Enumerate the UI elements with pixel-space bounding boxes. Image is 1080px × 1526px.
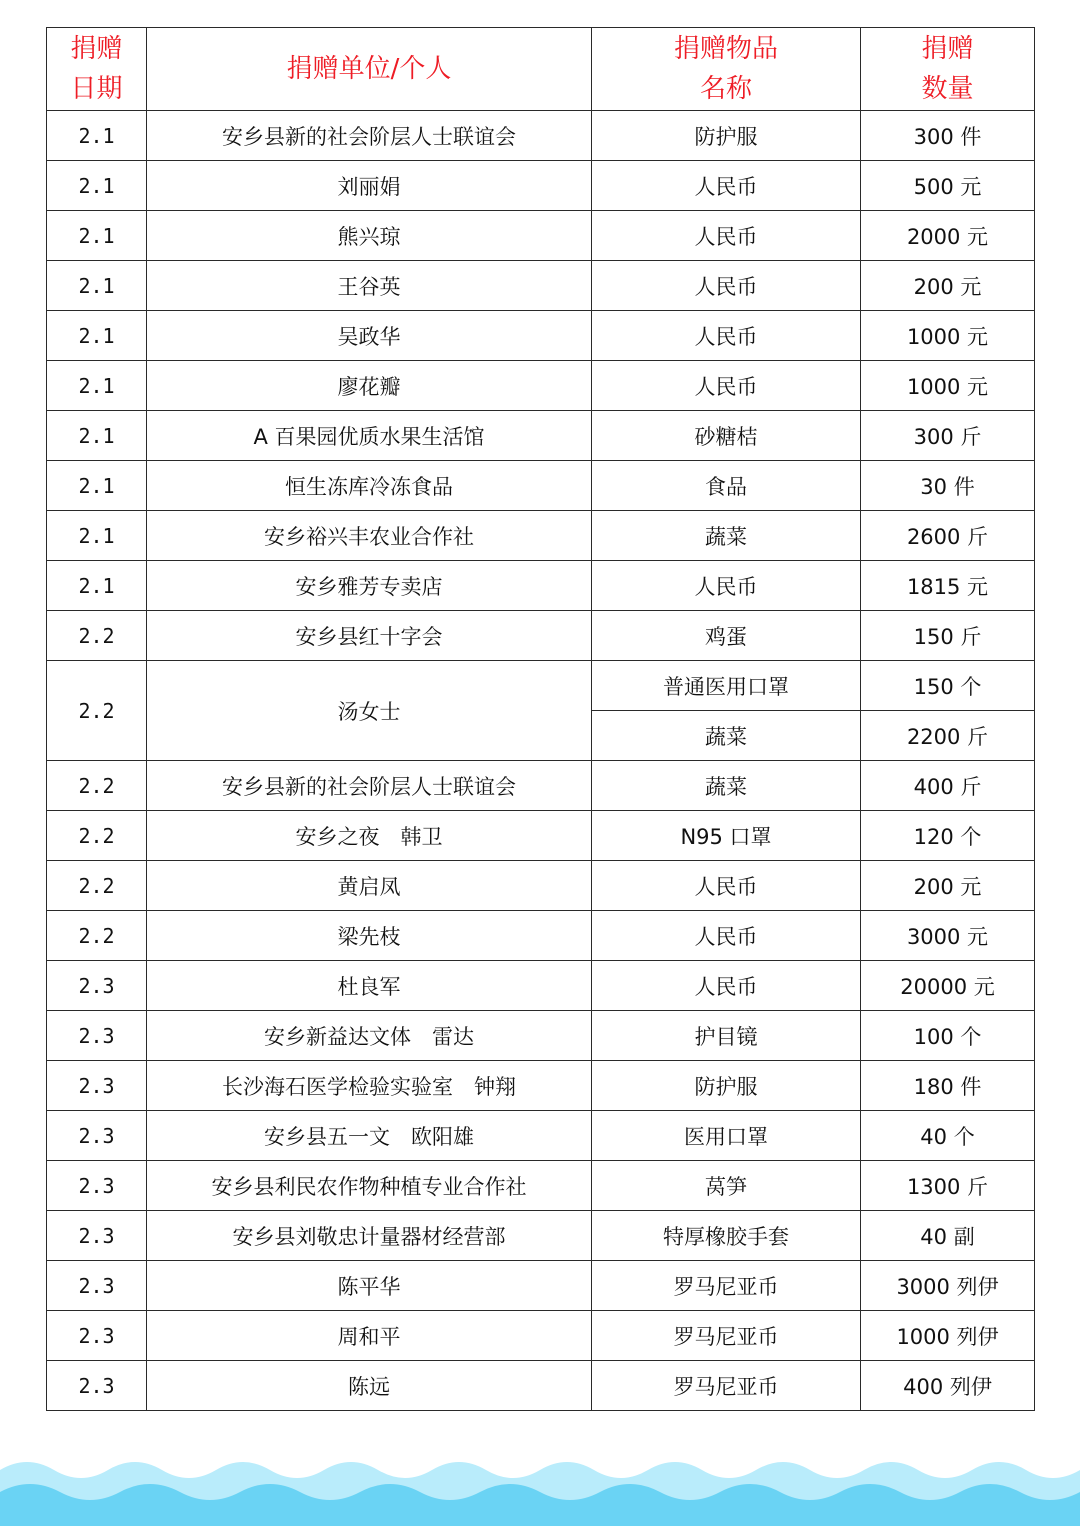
- table-row: [47, 1211, 1035, 1261]
- cell-item-name: 鸡蛋: [592, 611, 861, 661]
- cell-item-name: 人民币: [592, 561, 861, 611]
- table-row: [47, 361, 1035, 411]
- cell-donor: 安乡之夜 韩卫: [147, 811, 592, 861]
- table-row: [47, 411, 1035, 461]
- wave-decoration: [0, 1440, 1080, 1526]
- cell-quantity: 1000 列伊: [861, 1311, 1035, 1361]
- table-row: [47, 261, 1035, 311]
- cell-quantity: 400 斤: [861, 761, 1035, 811]
- cell-item-name: 人民币: [592, 311, 861, 361]
- cell-donor: 安乡雅芳专卖店: [147, 561, 592, 611]
- header-qty-line-1: 捐赠: [921, 34, 974, 64]
- cell-quantity: 200 元: [861, 261, 1035, 311]
- cell-quantity: 150 斤: [861, 611, 1035, 661]
- table-row: [47, 911, 1035, 961]
- table-row: [47, 461, 1035, 511]
- table-row: [47, 961, 1035, 1011]
- table-row: [47, 311, 1035, 361]
- cell-date: 2.3: [47, 1061, 147, 1111]
- cell-donor: 熊兴琼: [147, 211, 592, 261]
- cell-donor: 刘丽娟: [147, 161, 592, 211]
- cell-quantity: 120 个: [861, 811, 1035, 861]
- table-row: [47, 211, 1035, 261]
- cell-item-name: 蔬菜: [592, 761, 861, 811]
- table-row: [47, 1161, 1035, 1211]
- cell-date: 2.1: [47, 411, 147, 461]
- donation-table: [46, 27, 1035, 1411]
- cell-donor: 黄启凤: [147, 861, 592, 911]
- cell-quantity: 1000 元: [861, 361, 1035, 411]
- cell-quantity: 500 元: [861, 161, 1035, 211]
- cell-item-name: 人民币: [592, 261, 861, 311]
- cell-date: 2.1: [47, 211, 147, 261]
- cell-quantity: 3000 列伊: [861, 1261, 1035, 1311]
- cell-quantity: 400 列伊: [861, 1361, 1035, 1411]
- cell-date: 2.3: [47, 961, 147, 1011]
- table-row: [47, 561, 1035, 611]
- cell-item-name: 护目镜: [592, 1011, 861, 1061]
- table-body: [47, 111, 1035, 1411]
- cell-quantity: 1000 元: [861, 311, 1035, 361]
- cell-date: 2.2: [47, 861, 147, 911]
- header-item-line-2: 名称: [699, 74, 752, 104]
- cell-donor: 周和平: [147, 1311, 592, 1361]
- cell-donor: 安乡县新的社会阶层人士联谊会: [147, 761, 592, 811]
- cell-item-name: 普通医用口罩: [592, 661, 861, 711]
- cell-quantity: 20000 元: [861, 961, 1035, 1011]
- header-donation-date: [47, 28, 147, 111]
- cell-donor: 恒生冻库冷冻食品: [147, 461, 592, 511]
- cell-date: 2.3: [47, 1111, 147, 1161]
- cell-donor: 汤女士: [147, 661, 592, 761]
- cell-quantity: 3000 元: [861, 911, 1035, 961]
- cell-date: 2.1: [47, 561, 147, 611]
- cell-quantity: 30 件: [861, 461, 1035, 511]
- table-row: [47, 1261, 1035, 1311]
- cell-date: 2.1: [47, 361, 147, 411]
- cell-item-name: N95 口罩: [592, 811, 861, 861]
- cell-item-name: 防护服: [592, 111, 861, 161]
- cell-quantity: 40 副: [861, 1211, 1035, 1261]
- cell-date: 2.2: [47, 761, 147, 811]
- cell-date: 2.2: [47, 911, 147, 961]
- cell-item-name: 人民币: [592, 211, 861, 261]
- table-row: [47, 1061, 1035, 1111]
- cell-date: 2.1: [47, 311, 147, 361]
- cell-item-name: 防护服: [592, 1061, 861, 1111]
- table-row: [47, 811, 1035, 861]
- table-row: [47, 111, 1035, 161]
- cell-donor: 安乡县刘敬忠计量器材经营部: [147, 1211, 592, 1261]
- header-date-line-2: 日期: [70, 74, 123, 104]
- table-row: [47, 1011, 1035, 1061]
- table-header-row: [47, 28, 1035, 111]
- cell-date: 2.1: [47, 111, 147, 161]
- cell-date: 2.3: [47, 1011, 147, 1061]
- cell-donor: 长沙海石医学检验实验室 钟翔: [147, 1061, 592, 1111]
- cell-date: 2.1: [47, 261, 147, 311]
- header-donor: [147, 28, 592, 111]
- cell-date: 2.1: [47, 511, 147, 561]
- cell-quantity: 300 斤: [861, 411, 1035, 461]
- cell-donor: 安乡县新的社会阶层人士联谊会: [147, 111, 592, 161]
- table-row: [47, 611, 1035, 661]
- cell-date: 2.3: [47, 1261, 147, 1311]
- cell-quantity: 100 个: [861, 1011, 1035, 1061]
- cell-donor: A 百果园优质水果生活馆: [147, 411, 592, 461]
- cell-date: 2.1: [47, 461, 147, 511]
- cell-date: 2.3: [47, 1211, 147, 1261]
- cell-date: 2.3: [47, 1161, 147, 1211]
- cell-donor: 安乡县五一文 欧阳雄: [147, 1111, 592, 1161]
- table-row: [47, 161, 1035, 211]
- cell-donor: 安乡裕兴丰农业合作社: [147, 511, 592, 561]
- cell-item-name: 人民币: [592, 361, 861, 411]
- cell-item-name: 特厚橡胶手套: [592, 1211, 861, 1261]
- cell-item-name: 莴笋: [592, 1161, 861, 1211]
- table-row: [47, 661, 1035, 711]
- cell-item-name: 人民币: [592, 961, 861, 1011]
- header-qty-line-2: 数量: [921, 74, 974, 104]
- cell-quantity: 150 个: [861, 661, 1035, 711]
- cell-item-name: 砂糖桔: [592, 411, 861, 461]
- header-donor-label: 捐赠单位/个人: [286, 54, 452, 84]
- cell-donor: 陈平华: [147, 1261, 592, 1311]
- cell-quantity: 180 件: [861, 1061, 1035, 1111]
- cell-quantity: 1815 元: [861, 561, 1035, 611]
- cell-donor: 廖花瓣: [147, 361, 592, 411]
- cell-donor: 王谷英: [147, 261, 592, 311]
- cell-donor: 安乡新益达文体 雷达: [147, 1011, 592, 1061]
- cell-date: 2.3: [47, 1361, 147, 1411]
- cell-quantity: 300 件: [861, 111, 1035, 161]
- cell-item-name: 罗马尼亚币: [592, 1311, 861, 1361]
- cell-item-name: 罗马尼亚币: [592, 1361, 861, 1411]
- table-row: [47, 861, 1035, 911]
- cell-date: 2.2: [47, 661, 147, 761]
- cell-donor: 安乡县红十字会: [147, 611, 592, 661]
- table-row: [47, 761, 1035, 811]
- cell-donor: 安乡县利民农作物种植专业合作社: [147, 1161, 592, 1211]
- cell-item-name: 医用口罩: [592, 1111, 861, 1161]
- cell-quantity: 200 元: [861, 861, 1035, 911]
- cell-quantity: 2600 斤: [861, 511, 1035, 561]
- cell-item-name: 蔬菜: [592, 711, 861, 761]
- header-item-line-1: 捐赠物品: [673, 34, 778, 64]
- table-row: [47, 1311, 1035, 1361]
- table-row: [47, 1361, 1035, 1411]
- cell-quantity: 40 个: [861, 1111, 1035, 1161]
- cell-item-name: 罗马尼亚币: [592, 1261, 861, 1311]
- cell-quantity: 2000 元: [861, 211, 1035, 261]
- cell-item-name: 蔬菜: [592, 511, 861, 561]
- cell-item-name: 人民币: [592, 861, 861, 911]
- table-row: [47, 1111, 1035, 1161]
- header-quantity: [861, 28, 1035, 111]
- cell-item-name: 人民币: [592, 161, 861, 211]
- cell-donor: 陈远: [147, 1361, 592, 1411]
- cell-date: 2.2: [47, 611, 147, 661]
- cell-donor: 梁先枝: [147, 911, 592, 961]
- cell-donor: 吴政华: [147, 311, 592, 361]
- header-date-line-1: 捐赠: [70, 34, 123, 64]
- header-item-name: [592, 28, 861, 111]
- cell-item-name: 食品: [592, 461, 861, 511]
- cell-donor: 杜良军: [147, 961, 592, 1011]
- cell-quantity: 1300 斤: [861, 1161, 1035, 1211]
- cell-date: 2.1: [47, 161, 147, 211]
- table-row: [47, 511, 1035, 561]
- cell-date: 2.3: [47, 1311, 147, 1361]
- cell-quantity: 2200 斤: [861, 711, 1035, 761]
- cell-date: 2.2: [47, 811, 147, 861]
- cell-item-name: 人民币: [592, 911, 861, 961]
